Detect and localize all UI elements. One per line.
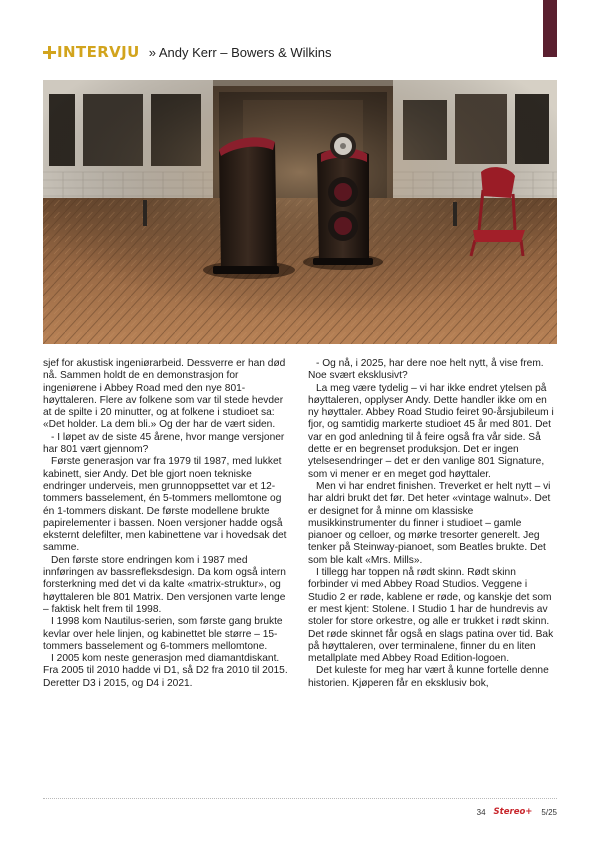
page-number: 34 — [476, 807, 486, 817]
issue-number: 5/25 — [541, 807, 557, 817]
section-tab — [543, 0, 557, 57]
paragraph: Den første store endringen kom i 1987 med innføringen av bassrefleksdesign. Da kom også intern forsterkning med det vi da kalte «matrix-struktur», og høyttaleren ble 801 Matrix. Den versjonen varte lenge – faktisk helt frem til 1998. — [43, 554, 286, 615]
magazine-logo: Stereo+ — [493, 807, 533, 817]
paragraph: I 2005 kom neste generasjon med diamantdiskant. Fra 2005 til 2010 hadde vi D1, så D2 fra 2010 til 2015. Deretter D3 i 2015, og D4 i 2021. — [43, 653, 288, 689]
paragraph: Det kuleste for meg har vært å kunne fortelle denne historien. Kjøperen får en eksklusiv bok, — [308, 665, 549, 689]
page-header — [43, 41, 332, 63]
right-column — [308, 358, 557, 690]
paragraph: sjef for akustisk ingeniørarbeid. Dessverre er han død nå. Sammen holdt de en demonstrasjon for ingeniørene i Abbey Road med den nye 801-høyttaleren. Flere av folkene som var til stede hevder at de spilte i 20 minutter, og at folkene i studioet sa: «Det holder. La dem bli.» Og der har de vært siden. — [43, 358, 286, 431]
plus-icon — [43, 46, 56, 59]
speaker-photo — [43, 80, 557, 344]
article-subject: » Andy Kerr – Bowers & Wilkins — [148, 44, 332, 60]
paragraph: I tillegg har toppen nå rødt skinn. Rødt skinn forbinder vi med Abbey Road Studios. Veggene i Studio 2 er røde, kablene er røde, og kanskje det som er mest kjent: Stolene. I Studio 1 har de hundrevis av stoler for store orkestre, og alle er trukket i rødt skinn. Det røde skinnet får også en slags patina over tid. Bak på høyttaleren, over terminalene, finner du en liten metallplate med Abbey Road Edition-logoen. — [308, 567, 554, 665]
paragraph: La meg være tydelig – vi har ikke endret ytelsen på høyttaleren, opplyser Andy. Dette handler ikke om en ny høyttaler. Abbey Road Studio feiret 90-årsjubileum i fjor, og samtidig markerte studioet 45 år med 801. Det var en god anledning til å feire også fra vår side. Så dette er en begrenset produksjon. Det er ingen ytelsesendringer – det er den vanlige 801 Signature, som vi mener er en meget god høyttaler. — [308, 382, 554, 480]
paragraph: Første generasjon var fra 1979 til 1987, med lukket kabinett, sier Andy. Det ble gjort noen tekniske endringer underveis, men grunnoppsettet var et 12-tommers basselement, én 5-tommers mellomtone og én 1-tommers diskant. De første modellene brukte papirelementer i bassen. Noen versjoner hadde også eksternt delefilter, men kabinettene var i hovedsak det samme. — [43, 456, 287, 554]
left-column — [43, 358, 292, 690]
paragraph: Men vi har endret finishen. Treverket er helt nytt – vi har aldri brukt det før. Det heter «vintage walnut». Det er designet for å minne om klassiske musikkinstrumenter du finner i studioet – gamle pianoer og celloer, og mørke tresorter generelt. Jeg tenker på Steinway-pianoet, som Beatles brukte. Det som ble kalt «Mrs. Mills». — [308, 480, 551, 566]
interview-question: - Og nå, i 2025, har dere noe helt nytt, å vise frem. Noe svært eksklusivt? — [308, 358, 544, 382]
section-label — [43, 43, 140, 61]
article-body — [43, 358, 557, 690]
footer-divider — [43, 798, 557, 799]
page-footer — [477, 807, 557, 817]
interview-question: - I løpet av de siste 45 årene, hvor mange versjoner har 801 vært gjennom? — [43, 431, 285, 456]
paragraph: I 1998 kom Nautilus-serien, som første gang brukte kevlar over hele linjen, og kabinettet ble større – 15-tommers basselement og 6-tommers mellomtone. — [43, 616, 283, 652]
section-title: INTERVJU — [57, 43, 140, 61]
